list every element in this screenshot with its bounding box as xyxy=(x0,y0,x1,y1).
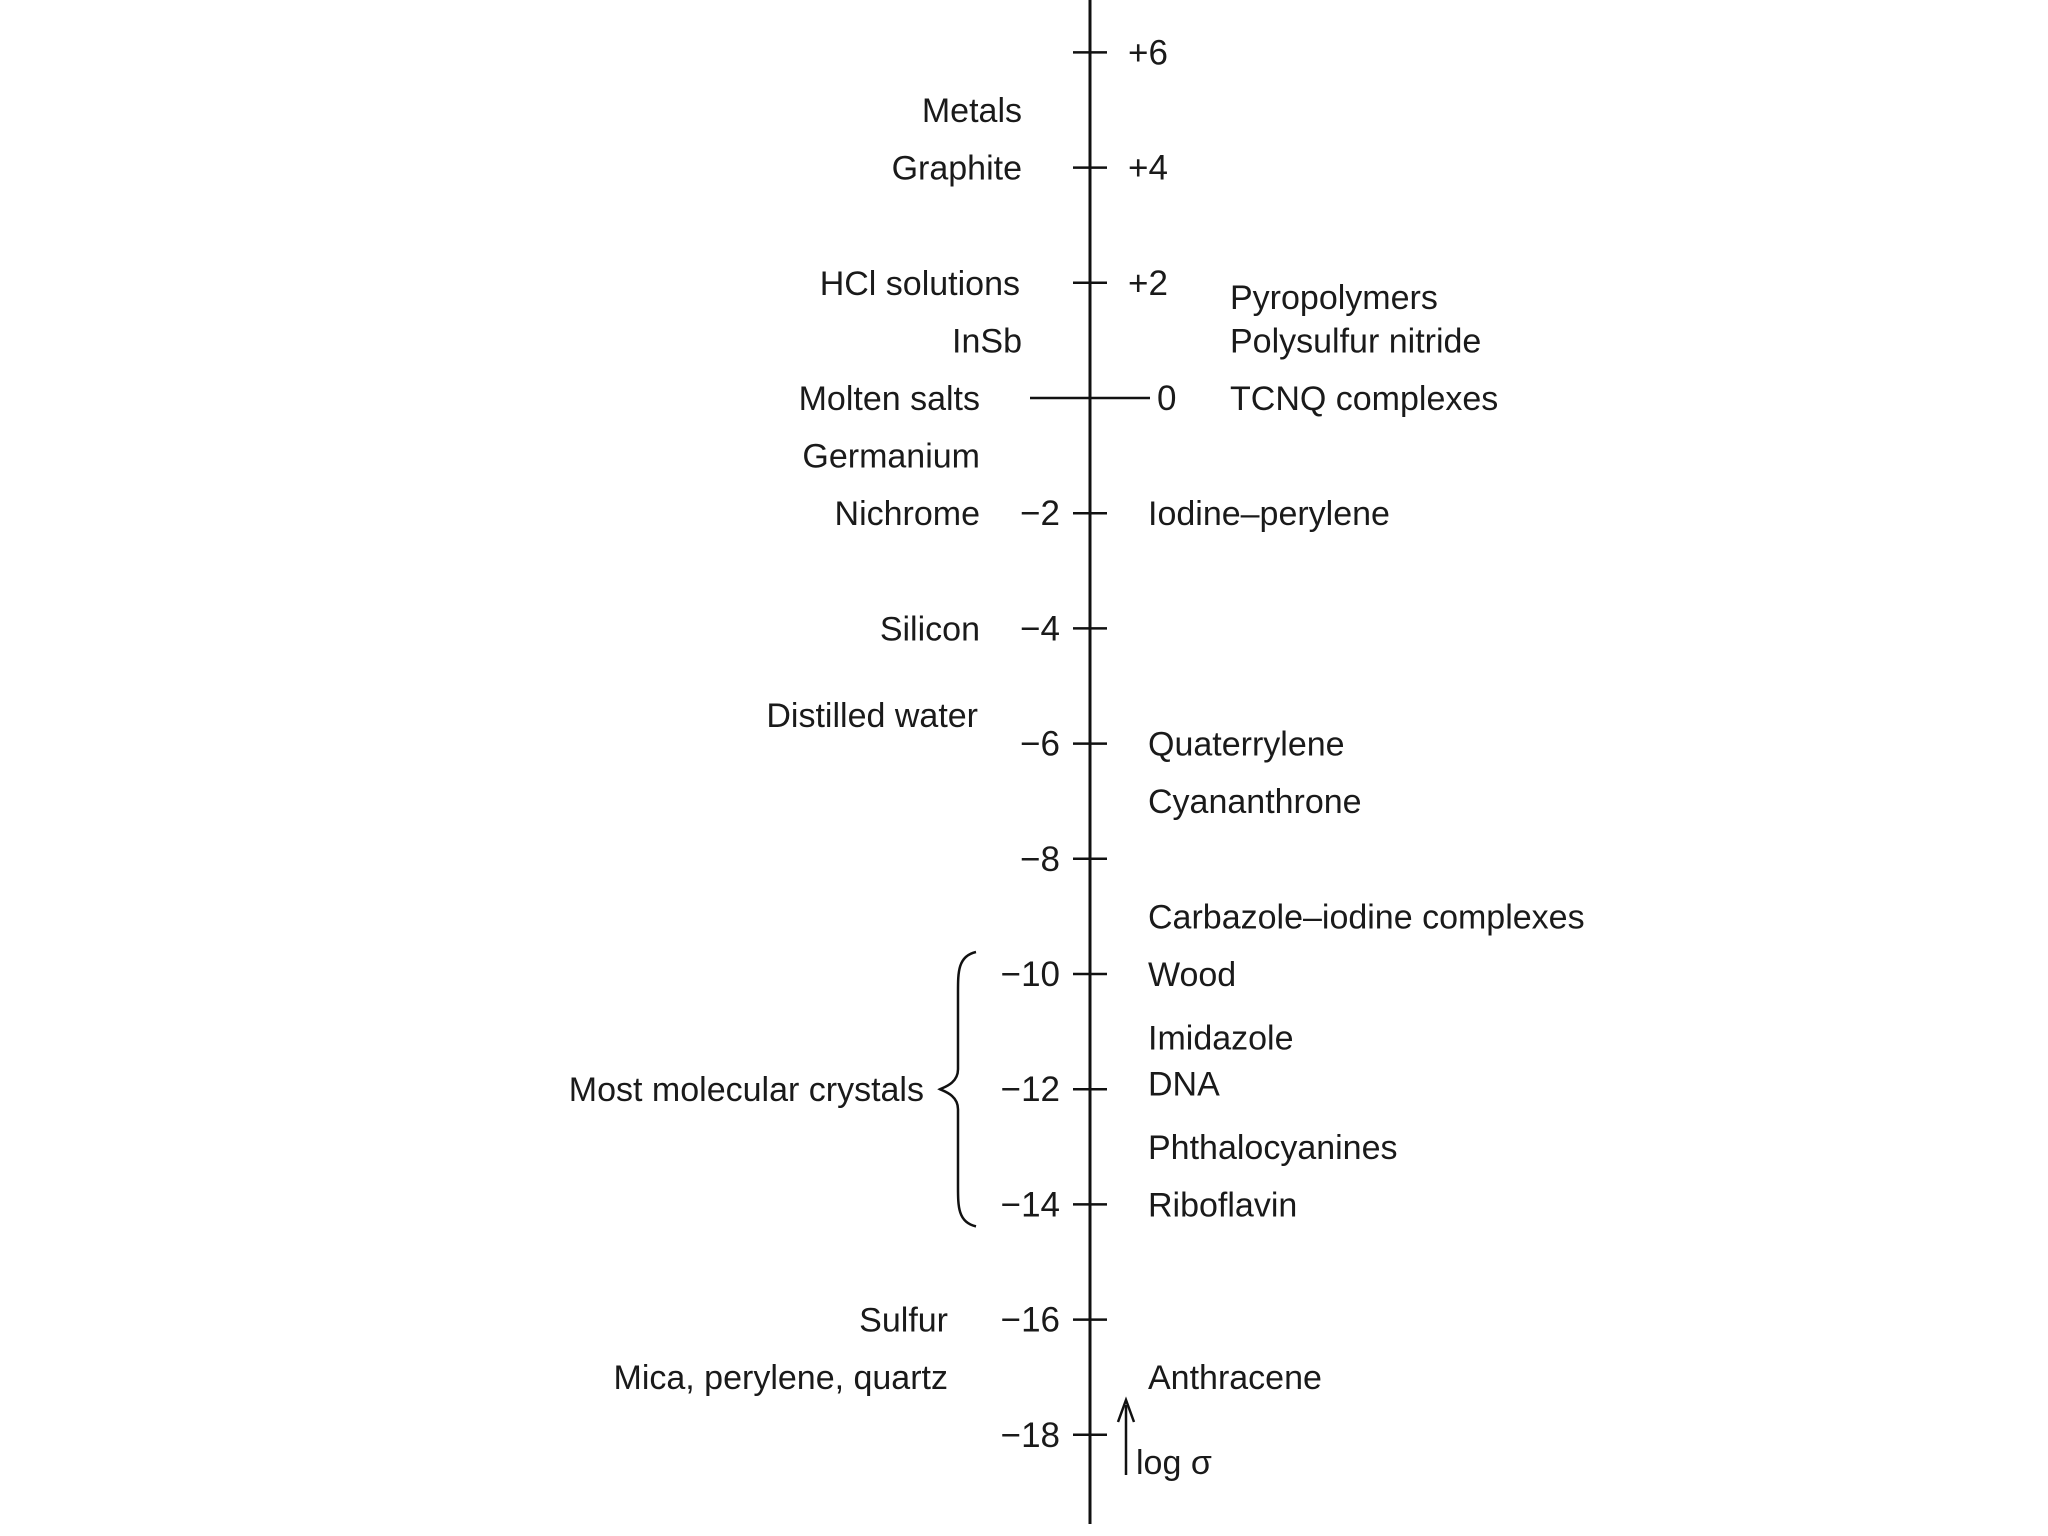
material-label-right: Wood xyxy=(1148,956,1237,994)
material-label-left: InSb xyxy=(952,322,1022,361)
tick-label: −12 xyxy=(1000,1070,1060,1110)
material-label-right: DNA xyxy=(1148,1065,1220,1104)
material-label-right: Riboflavin xyxy=(1148,1186,1298,1225)
tick-label: +6 xyxy=(1128,33,1168,73)
tick-label: −18 xyxy=(1000,1415,1060,1455)
material-label-right: Cyananthrone xyxy=(1148,783,1362,822)
tick-label: −10 xyxy=(1000,955,1060,994)
material-label-left: Distilled water xyxy=(766,696,978,735)
material-label-left: Germanium xyxy=(802,437,980,476)
material-label-left: HCl solutions xyxy=(819,264,1020,303)
axis-label: log σ xyxy=(1136,1444,1212,1482)
material-label-right: Imidazole xyxy=(1148,1019,1294,1058)
material-label-left: Silicon xyxy=(879,610,980,649)
material-label-left: Nichrome xyxy=(834,495,980,534)
material-label-right: Anthracene xyxy=(1148,1359,1322,1398)
tick-label: −4 xyxy=(1020,609,1060,649)
material-label-right: Quaterrylene xyxy=(1148,725,1345,764)
tick-label: −16 xyxy=(1000,1300,1060,1340)
tick-label: 0 xyxy=(1157,379,1177,418)
tick-label: +2 xyxy=(1128,263,1168,303)
material-label-right: Polysulfur nitride xyxy=(1230,322,1482,361)
tick-label: −14 xyxy=(1000,1185,1060,1225)
material-label-left: Graphite xyxy=(891,149,1022,188)
material-label-right: Pyropolymers xyxy=(1230,279,1438,318)
tick-label: +4 xyxy=(1128,148,1168,188)
material-label-left: Metals xyxy=(921,92,1022,130)
material-label-right: Phthalocyanines xyxy=(1148,1128,1398,1167)
material-label-left: Molten salts xyxy=(798,380,980,418)
tick-label: −6 xyxy=(1020,724,1060,764)
group-label: Most molecular crystals xyxy=(568,1071,924,1110)
material-label-right: Iodine–perylene xyxy=(1148,495,1390,534)
group-brace xyxy=(940,952,976,1226)
material-label-left: Sulfur xyxy=(859,1301,948,1340)
material-label-right: Carbazole–iodine complexes xyxy=(1148,898,1585,937)
tick-label: −8 xyxy=(1020,839,1060,879)
material-label-right: TCNQ complexes xyxy=(1230,380,1499,418)
tick-label: −2 xyxy=(1020,494,1060,534)
material-label-left: Mica, perylene, quartz xyxy=(613,1359,948,1398)
